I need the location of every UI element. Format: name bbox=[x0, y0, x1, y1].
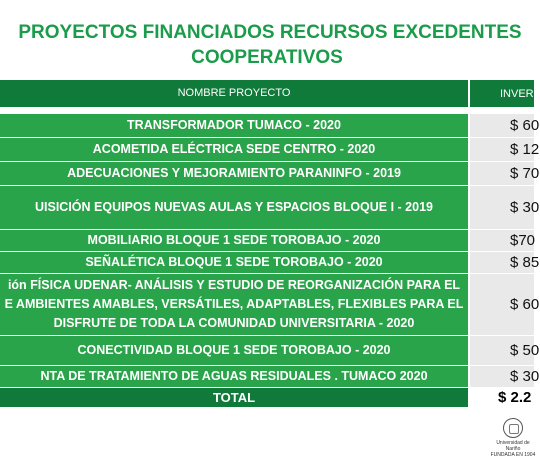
project-name: SEÑALÉTICA BLOQUE 1 SEDE TOROBAJO - 2020 bbox=[0, 252, 468, 274]
project-name-line: E AMBIENTES AMABLES, VERSÁTILES, ADAPTABLES, FLEXIBLES PARA EL bbox=[4, 297, 464, 311]
total-row bbox=[0, 388, 534, 408]
project-name: MOBILIARIO BLOQUE 1 SEDE TOROBAJO - 2020 bbox=[0, 230, 468, 252]
project-value: $ 12 bbox=[470, 138, 534, 162]
total-value: $ 2.2 bbox=[470, 388, 534, 408]
table-row bbox=[0, 230, 534, 252]
header-value-cell: INVER bbox=[470, 80, 534, 108]
project-name: NTA DE TRATAMIENTO DE AGUAS RESIDUALES . TUMACO 2020 bbox=[0, 366, 468, 388]
table-row bbox=[0, 114, 540, 138]
project-name: UISICIÓN EQUIPOS NUEVAS AULAS Y ESPACIOS BLOQUE I - 2019 bbox=[0, 186, 468, 230]
page-subtitle: COOPERATIVOS bbox=[191, 47, 343, 68]
project-name: CONECTIVIDAD BLOQUE 1 SEDE TOROBAJO - 2020 bbox=[0, 336, 468, 366]
project-value: $ 30 bbox=[470, 186, 534, 230]
page-title: PROYECTOS FINANCIADOS RECURSOS EXCEDENTES bbox=[18, 22, 522, 43]
project-name-line: ión FÍSICA UDENAR- ANÁLISIS Y ESTUDIO DE REORGANIZACIÓN PARA EL bbox=[7, 278, 461, 292]
university-seal-icon bbox=[503, 418, 523, 438]
university-logo bbox=[490, 418, 536, 458]
table-row bbox=[0, 252, 540, 274]
total-label: TOTAL bbox=[0, 388, 468, 408]
project-value: $ 30 bbox=[470, 366, 534, 388]
project-name bbox=[0, 274, 468, 336]
logo-text: Universidad de Nariño FUNDADA EN 1904 bbox=[490, 440, 536, 458]
project-value: $ 85 bbox=[470, 252, 534, 274]
project-name: ADECUACIONES Y MEJORAMIENTO PARANINFO - 2019 bbox=[0, 162, 468, 186]
project-value: $ 50 bbox=[470, 336, 534, 366]
table-row bbox=[0, 138, 540, 162]
project-name: ACOMETIDA ELÉCTRICA SEDE CENTRO - 2020 bbox=[0, 138, 468, 162]
table-row bbox=[0, 162, 540, 186]
table-row bbox=[0, 366, 540, 388]
project-name-line: DISFRUTE DE TODA LA COMUNIDAD UNIVERSITARIA - 2020 bbox=[53, 316, 415, 330]
project-value: $ 60 bbox=[470, 274, 534, 336]
table-row bbox=[0, 274, 540, 336]
table-header bbox=[0, 80, 534, 108]
table-row bbox=[0, 186, 540, 230]
project-value: $ 70 bbox=[470, 162, 534, 186]
project-value: $ 60 bbox=[470, 114, 534, 138]
table-row bbox=[0, 336, 540, 366]
header-name-cell: NOMBRE PROYECTO bbox=[0, 80, 468, 108]
project-name: TRANSFORMADOR TUMACO - 2020 bbox=[0, 114, 468, 138]
project-value: $70 bbox=[470, 230, 534, 252]
